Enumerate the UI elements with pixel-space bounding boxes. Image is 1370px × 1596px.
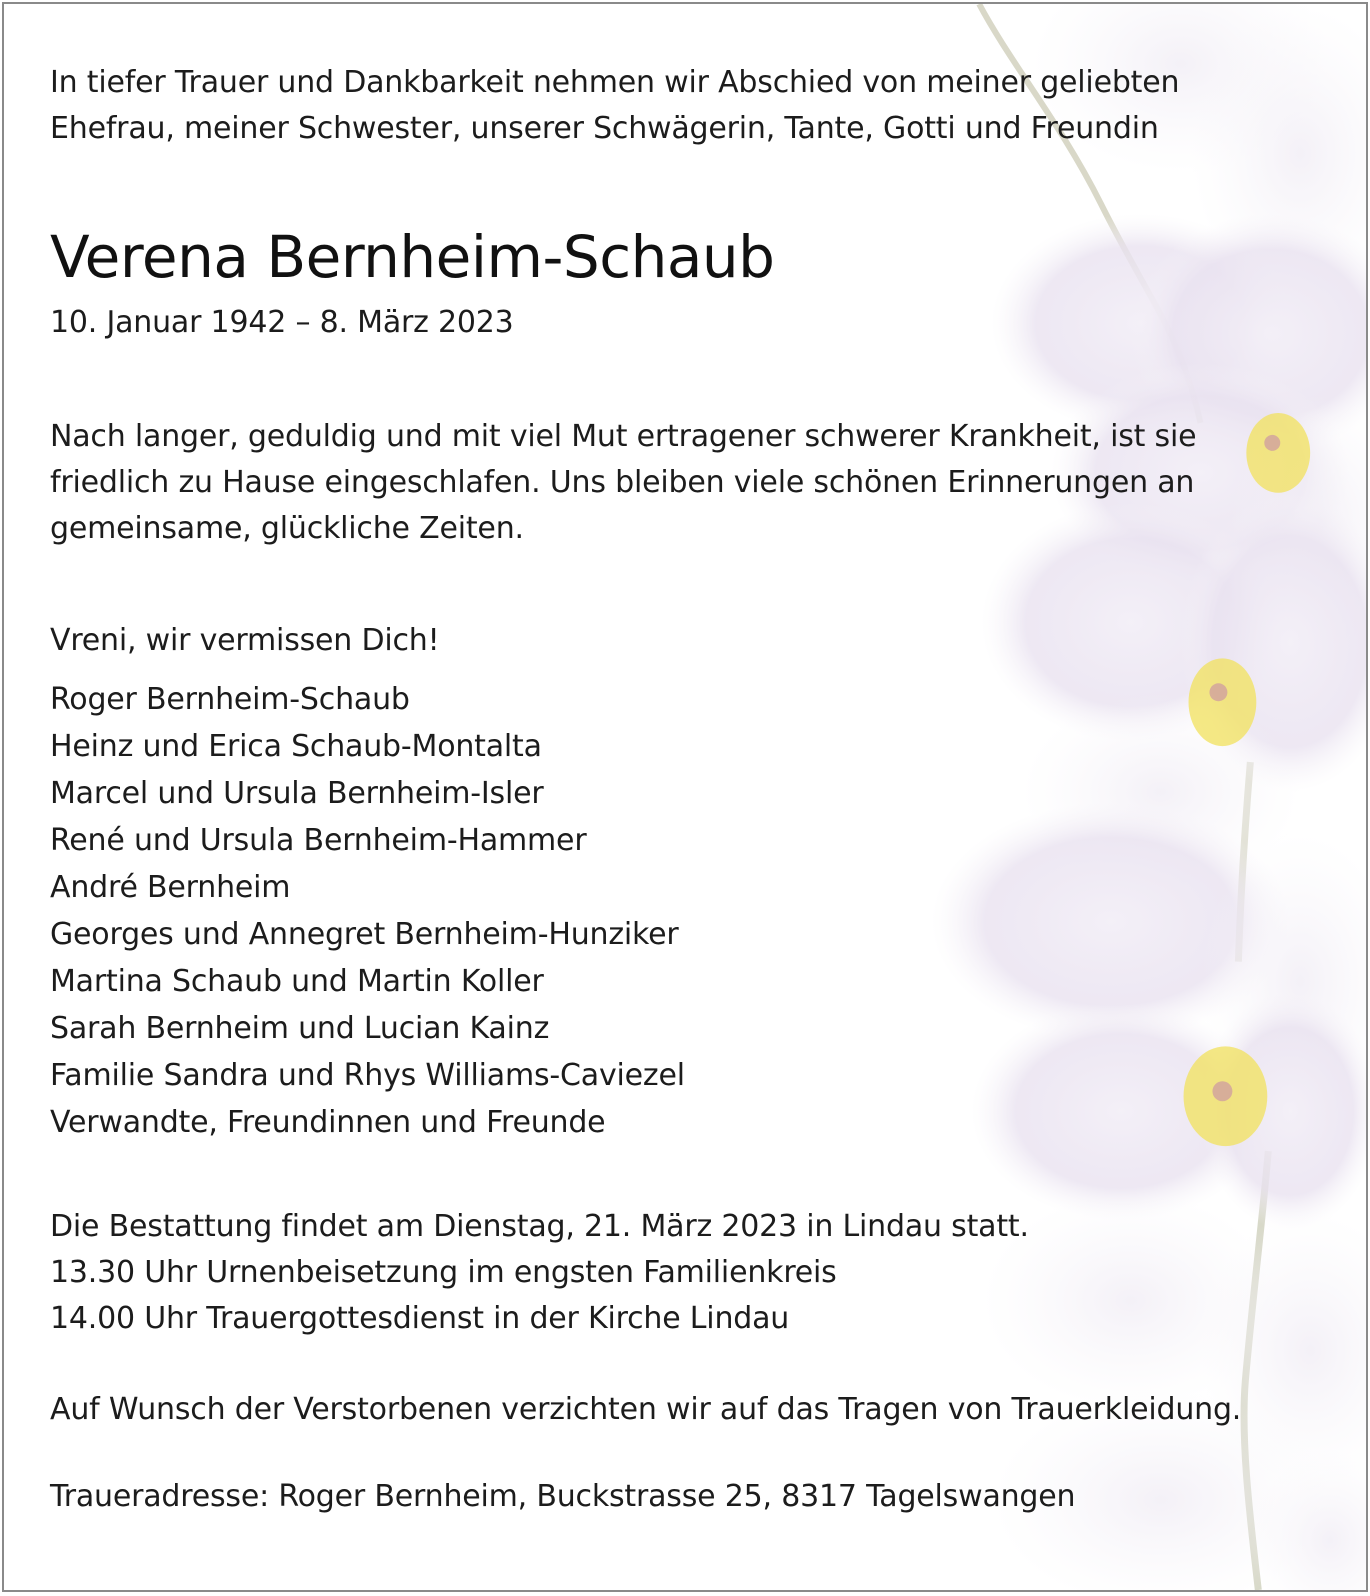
mourner-item: Verwandte, Freundinnen und Freunde — [50, 1105, 606, 1140]
intro-text — [50, 60, 1179, 152]
life-dates: 10. Januar 1942 – 8. März 2023 — [50, 305, 514, 340]
intro-line: Ehefrau, meiner Schwester, unserer Schwägerin, Tante, Gotti und Freundin — [50, 111, 1159, 146]
mourning-address: Traueradresse: Roger Bernheim, Buckstrasse 25, 8317 Tagelswangen — [50, 1479, 1076, 1514]
message-line: Nach langer, geduldig und mit viel Mut ertragener schwerer Krankheit, ist sie — [50, 419, 1197, 454]
funeral-line: 13.30 Uhr Urnenbeisetzung im engsten Familienkreis — [50, 1255, 837, 1290]
mourner-item: André Bernheim — [50, 870, 291, 905]
mourner-item: René und Ursula Bernheim-Hammer — [50, 823, 587, 858]
wish-text: Auf Wunsch der Verstorbenen verzichten wir auf das Tragen von Trauerkleidung. — [50, 1392, 1242, 1427]
deceased-name: Verena Bernheim-Schaub — [50, 223, 775, 291]
mourner-item: Marcel und Ursula Bernheim-Isler — [50, 776, 544, 811]
intro-line: In tiefer Trauer und Dankbarkeit nehmen wir Abschied von meiner geliebten — [50, 65, 1180, 100]
mourners-list — [50, 676, 685, 1146]
obituary-card — [2, 2, 1368, 1592]
mourner-item: Roger Bernheim-Schaub — [50, 682, 410, 717]
funeral-info — [50, 1204, 1029, 1342]
message-line: gemeinsame, glückliche Zeiten. — [50, 511, 524, 546]
mourner-item: Familie Sandra und Rhys Williams-Caviezel — [50, 1058, 685, 1093]
missed-line: Vreni, wir vermissen Dich! — [50, 623, 440, 658]
message-text — [50, 414, 1196, 552]
message-line: friedlich zu Hause eingeschlafen. Uns bleiben viele schönen Erinnerungen an — [50, 465, 1195, 500]
mourner-item: Martina Schaub und Martin Koller — [50, 964, 544, 999]
funeral-line: 14.00 Uhr Trauergottesdienst in der Kirche Lindau — [50, 1301, 790, 1336]
mourner-item: Georges und Annegret Bernheim-Hunziker — [50, 917, 679, 952]
funeral-line: Die Bestattung findet am Dienstag, 21. März 2023 in Lindau statt. — [50, 1209, 1029, 1244]
mourner-item: Heinz und Erica Schaub-Montalta — [50, 729, 542, 764]
mourner-item: Sarah Bernheim und Lucian Kainz — [50, 1011, 550, 1046]
